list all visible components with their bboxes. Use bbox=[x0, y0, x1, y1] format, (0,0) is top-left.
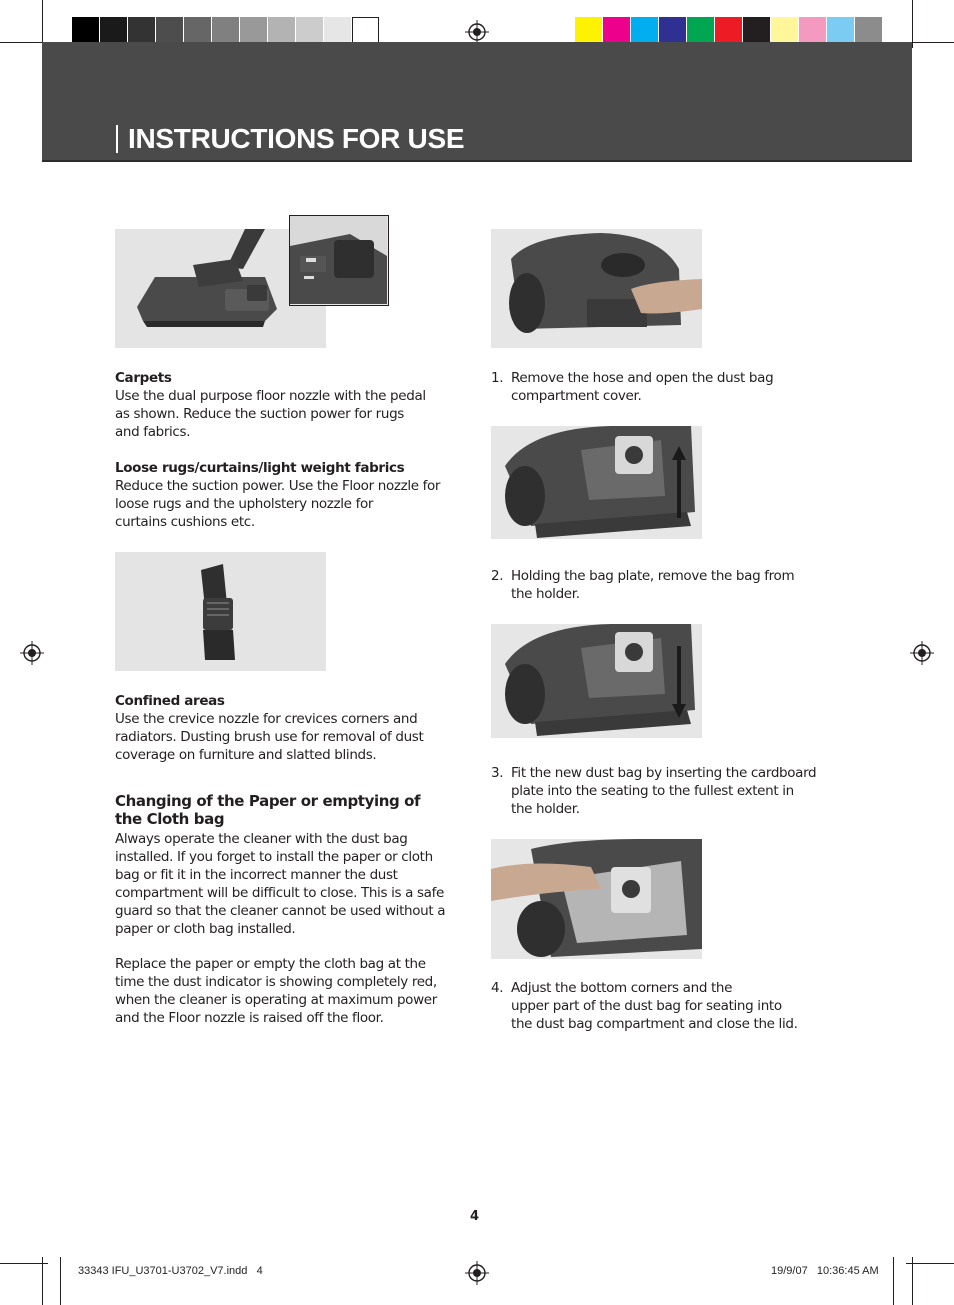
loose-rugs-heading: Loose rugs/curtains/light weight fabrics bbox=[115, 460, 405, 476]
color-swatch bbox=[575, 17, 602, 44]
gray-swatch bbox=[352, 17, 379, 44]
registration-mark-icon bbox=[20, 641, 44, 665]
changing-paragraph-1 bbox=[115, 830, 445, 938]
step-text-line: Remove the hose and open the dust bag bbox=[511, 370, 774, 386]
step-text-line: Adjust the bottom corners and the bbox=[511, 980, 733, 996]
step-number: 1. bbox=[491, 370, 504, 386]
changing-paragraph-2 bbox=[115, 955, 437, 1027]
gray-swatch bbox=[296, 17, 323, 44]
page-number: 4 bbox=[470, 1209, 480, 1224]
step-text-line: the holder. bbox=[511, 586, 580, 602]
paragraph-line: Replace the paper or empty the cloth bag at the bbox=[115, 956, 426, 972]
paragraph-line: when the cleaner is operating at maximum power bbox=[115, 992, 437, 1008]
gray-swatch bbox=[268, 17, 295, 44]
paragraph-line: installed. If you forget to install the paper or cloth bbox=[115, 849, 433, 865]
timestamp: 19/9/07 10:36:45 AM bbox=[771, 1265, 879, 1277]
color-swatch bbox=[799, 17, 826, 44]
gray-swatch bbox=[240, 17, 267, 44]
arrow-down-icon bbox=[671, 646, 687, 718]
changing-heading bbox=[115, 792, 420, 828]
gray-swatch bbox=[212, 17, 239, 44]
registration-mark-icon bbox=[465, 20, 489, 44]
step-1-photo bbox=[491, 229, 702, 348]
loose-rugs-text-line: curtains cushions etc. bbox=[115, 514, 255, 530]
paragraph-line: time the dust indicator is showing completely red, bbox=[115, 974, 437, 990]
crevice-nozzle-photo bbox=[115, 552, 326, 671]
confined-heading: Confined areas bbox=[115, 693, 225, 709]
color-swatch bbox=[631, 17, 658, 44]
paragraph-line: and the Floor nozzle is raised off the floor. bbox=[115, 1010, 384, 1026]
gray-swatch bbox=[100, 17, 127, 44]
step-text-line: plate into the seating to the fullest extent in bbox=[511, 783, 794, 799]
slug-divider bbox=[60, 1257, 61, 1305]
carpets-text-line: Use the dual purpose floor nozzle with the pedal bbox=[115, 388, 426, 404]
step-text-line: the holder. bbox=[511, 801, 580, 817]
color-swatch bbox=[855, 17, 882, 44]
gray-swatch bbox=[72, 17, 99, 44]
carpets-heading: Carpets bbox=[115, 370, 172, 386]
step-number: 3. bbox=[491, 765, 504, 781]
registration-mark-icon bbox=[465, 1261, 489, 1285]
changing-heading-line: the Cloth bag bbox=[115, 810, 225, 828]
paragraph-line: guard so that the cleaner cannot be used without a bbox=[115, 903, 446, 919]
loose-rugs-text-line: loose rugs and the upholstery nozzle for bbox=[115, 496, 374, 512]
file-slug: 33343 IFU_U3701-U3702_V7.indd 4 bbox=[78, 1265, 263, 1277]
step-text-line: the dust bag compartment and close the lid. bbox=[511, 1016, 798, 1032]
loose-rugs-section bbox=[115, 459, 440, 531]
step-number: 2. bbox=[491, 568, 504, 584]
carpets-text-line: as shown. Reduce the suction power for rugs bbox=[115, 406, 404, 422]
color-swatch bbox=[827, 17, 854, 44]
slug-divider bbox=[893, 1257, 894, 1305]
carpets-section bbox=[115, 369, 426, 441]
arrow-up-icon bbox=[671, 446, 687, 518]
color-swatch bbox=[603, 17, 630, 44]
step-4-photo bbox=[491, 839, 702, 959]
gray-swatch bbox=[128, 17, 155, 44]
gray-swatch bbox=[184, 17, 211, 44]
step-text-line: Fit the new dust bag by inserting the cardboard bbox=[511, 765, 817, 781]
carpets-text-line: and fabrics. bbox=[115, 424, 191, 440]
paragraph-line: compartment will be difficult to close. This is a safe bbox=[115, 885, 444, 901]
color-swatch bbox=[743, 17, 770, 44]
step-text-line: Holding the bag plate, remove the bag from bbox=[511, 568, 795, 584]
pedal-inset-photo bbox=[289, 215, 389, 306]
confined-section bbox=[115, 692, 423, 764]
step-2-photo bbox=[491, 426, 702, 539]
step-text-line: upper part of the dust bag for seating into bbox=[511, 998, 782, 1014]
gray-swatch bbox=[324, 17, 351, 44]
paragraph-line: bag or fit it in the incorrect manner the dust bbox=[115, 867, 398, 883]
loose-rugs-text-line: Reduce the suction power. Use the Floor nozzle for bbox=[115, 478, 441, 494]
color-swatch bbox=[687, 17, 714, 44]
changing-heading-line: Changing of the Paper or emptying of bbox=[115, 792, 421, 810]
header-divider bbox=[116, 125, 118, 153]
confined-text-line: Use the crevice nozzle for crevices corners and bbox=[115, 711, 418, 727]
page-title: INSTRUCTIONS FOR USE bbox=[128, 123, 465, 154]
confined-text-line: radiators. Dusting brush use for removal of dust bbox=[115, 729, 424, 745]
step-3-photo bbox=[491, 624, 702, 738]
color-swatch bbox=[659, 17, 686, 44]
step-number: 4. bbox=[491, 980, 504, 996]
color-swatch bbox=[715, 17, 742, 44]
registration-mark-icon bbox=[910, 641, 934, 665]
color-swatch bbox=[771, 17, 798, 44]
confined-text-line: coverage on furniture and slatted blinds. bbox=[115, 747, 377, 763]
step-text-line: compartment cover. bbox=[511, 388, 642, 404]
paragraph-line: paper or cloth bag installed. bbox=[115, 921, 296, 937]
gray-swatch bbox=[156, 17, 183, 44]
paragraph-line: Always operate the cleaner with the dust bag bbox=[115, 831, 408, 847]
